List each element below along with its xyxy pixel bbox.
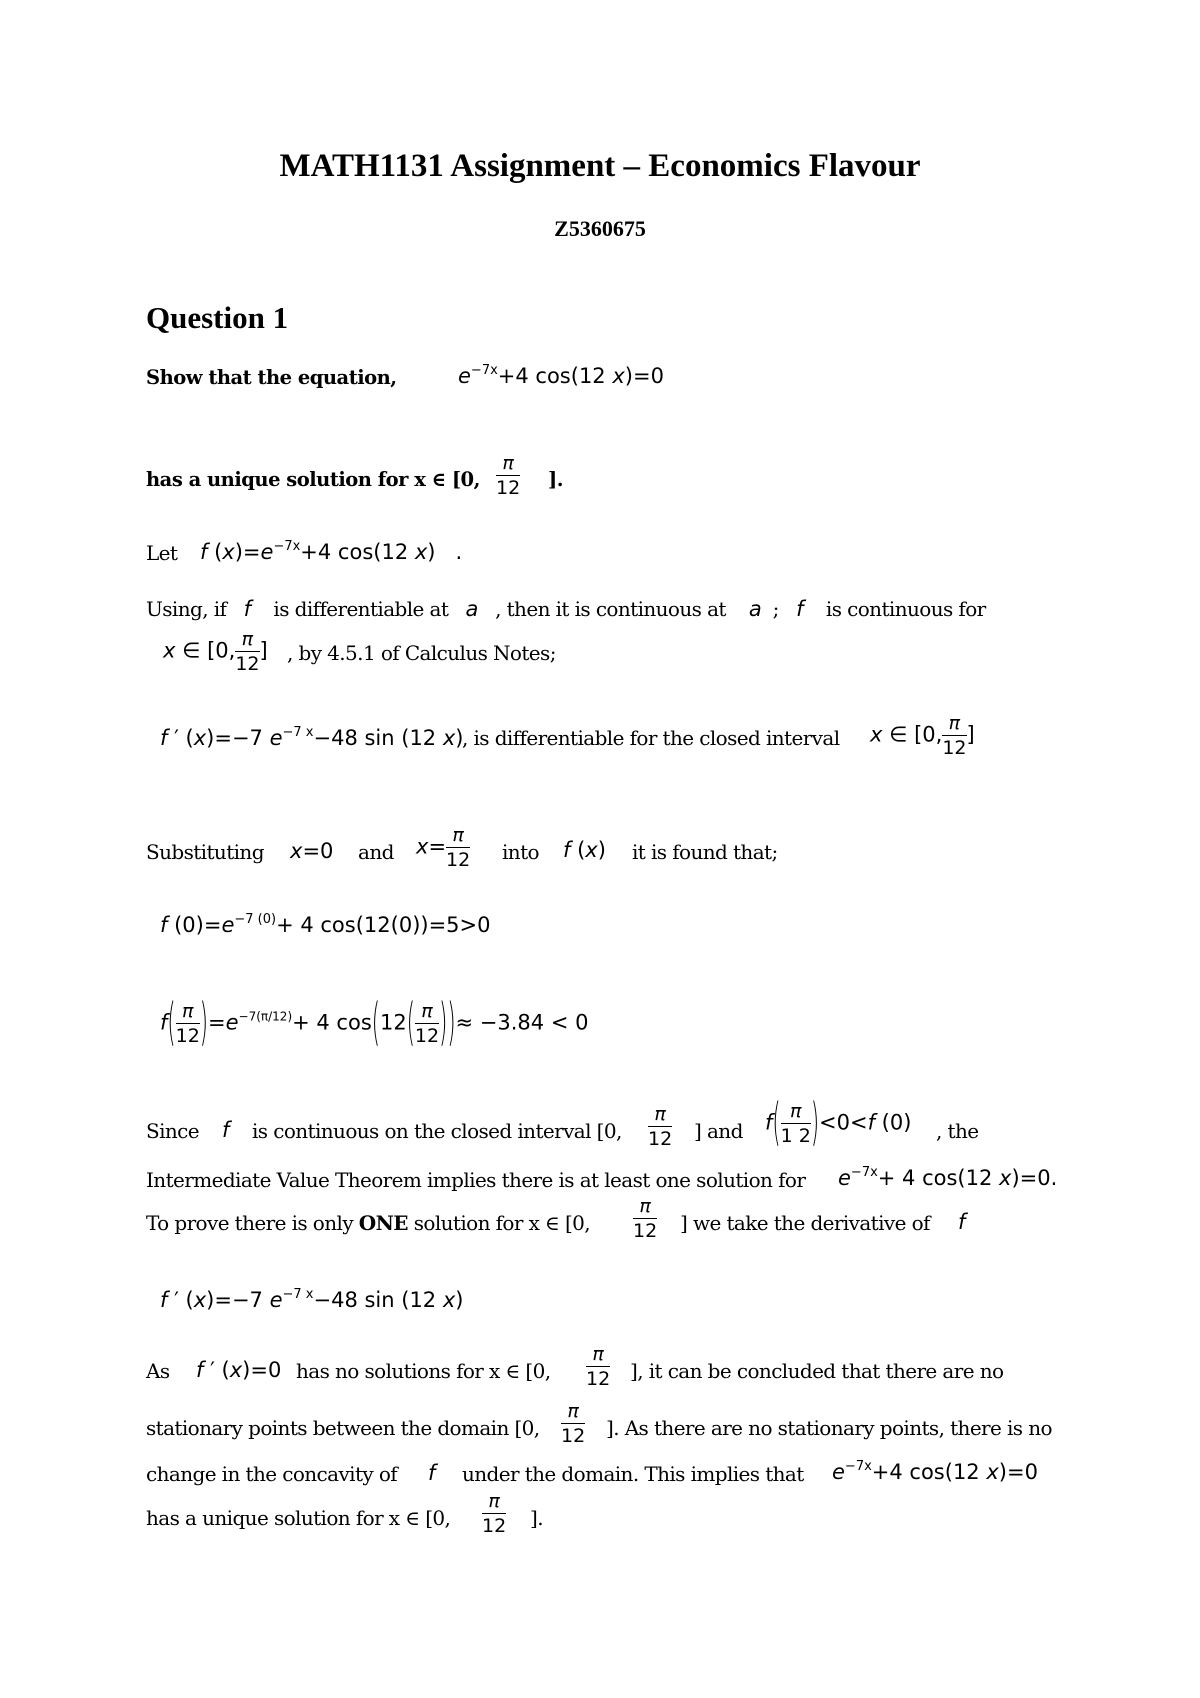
change-equation: $e^{-7x}+4$ cos(12 x)=0 [832,1459,1038,1484]
final-tail: ]. [530,1506,543,1530]
derivative-expression: f ′ (x)=−7 $e^{-7 x}-48$ sin (12 x) [160,725,464,750]
student-id: Z5360675 [554,216,646,241]
since-and: ] and [694,1119,743,1143]
document-title: MATH1131 Assignment – Economics Flavour [279,148,921,184]
found-that-text: it is found that; [632,840,778,864]
f-zero-result: f $(0)=e^{-7 (0)}+ 4$ cos(12(0))=5>0 [160,912,491,937]
unique-solution-text: has a unique solution for x ∈ [0, [146,468,480,491]
f-pi-12-result: f( $\frac{\pi}{12}$ )$=e^{-7(\pi/12)}+ 4$ cos(12( $\frac{\pi}{12}$ ))≈ −3.84 < 0 [160,993,589,1052]
x-equals-pi-12: x= $\frac{\pi}{12}$ [416,824,471,871]
f-definition: f $(x)=e^{-7x}+4$ cos(12 x) . [200,539,463,564]
pi-over-12-fraction: $\frac{\pi}{12}$ [496,452,521,499]
let-label: Let [146,541,178,565]
ivt-inequality: f( $\frac{\pi}{1 2}$ )<0<f (0) [765,1093,912,1152]
prove-one-bold: ONE [358,1211,408,1235]
main-equation: $e^{-7x}+4$ cos(12 x)=0 [458,363,664,388]
into-word: into [502,840,539,864]
f-of-x: f (x) [563,838,606,862]
as-mid: has no solutions for x ∈ [0, [296,1359,551,1383]
since-prefix: Since [146,1119,200,1143]
question-heading: Question 1 [146,300,289,335]
derivative-repeated: f ′ (x)=−7 $e^{-7 x}-48$ sin (12 x) [160,1287,464,1312]
interval-x: x ∈ [0, $\frac{\pi}{12}$ ] [163,628,268,675]
ivt-equation: $e^{-7x}+ 4$ cos(12 x)=0. [838,1165,1058,1190]
as-prefix: As [146,1359,170,1383]
prove-line: To prove there is only ONE solution for x ∈ [0, [146,1211,591,1235]
fprime-zero: f ′ (x)=0 [196,1358,282,1382]
since-tail: , the [936,1119,979,1143]
show-that-label: Show that the equation, [146,366,397,389]
prove-pi-fraction: $\frac{\pi}{12}$ [633,1195,658,1242]
final-prefix: has a unique solution for x ∈ [0, [146,1506,451,1530]
since-mid: is continuous on the closed interval [0, [252,1119,622,1143]
change-mid: under the domain. This implies that [462,1462,804,1486]
final-pi-fraction: $\frac{\pi}{12}$ [482,1490,507,1537]
using-line-1: Using, if f is differentiable at a , then it is continuous at a ; f is continuous for [146,597,986,621]
and-word: and [358,840,394,864]
as-pi-fraction: $\frac{\pi}{12}$ [586,1343,611,1390]
calculus-notes-ref: , by 4.5.1 of Calculus Notes; [287,641,556,665]
bracket-close: ]. [548,468,564,491]
as-tail: ], it can be concluded that there are no [630,1359,1004,1383]
prove-f-symbol: f [958,1210,966,1234]
prove-tail: ] we take the derivative of [680,1211,930,1235]
stationary-prefix: stationary points between the domain [0, [146,1416,540,1440]
change-prefix: change in the concavity of [146,1462,398,1486]
substituting-word: Substituting [146,840,264,864]
stationary-tail: ]. As there are no stationary points, there is no [606,1416,1052,1440]
since-f-symbol: f [222,1118,230,1142]
x-equals-zero: x=0 [290,839,334,863]
ivt-line: Intermediate Value Theorem implies there is at least one solution for [146,1168,806,1192]
closed-interval: x ∈ [0, $\frac{\pi}{12}$ ] [870,712,975,759]
change-f-symbol: f [428,1461,436,1485]
since-pi-fraction: $\frac{\pi}{12}$ [648,1103,673,1150]
differentiable-text: , is differentiable for the closed interval [462,726,840,750]
stationary-pi-fraction: $\frac{\pi}{12}$ [561,1400,586,1447]
